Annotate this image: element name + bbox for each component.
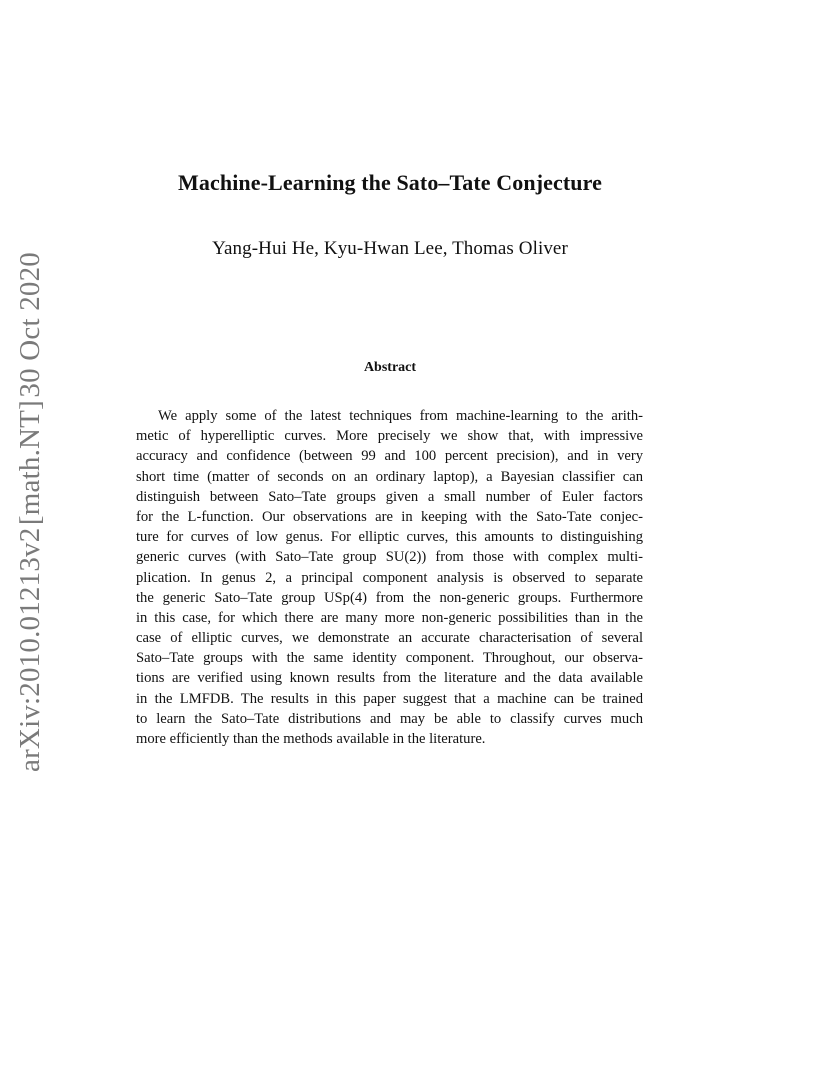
abstract-line: distinguish between Sato–Tate groups given a small number of Euler factors (136, 488, 643, 505)
abstract-line: in the LMFDB. The results in this paper suggest that a machine can be trained (136, 690, 643, 707)
abstract-line: tions are verified using known results from the literature and the data available (136, 670, 643, 687)
abstract-line: accuracy and confidence (between 99 and 100 percent precision), and in very (136, 448, 643, 465)
abstract-line: ture for curves of low genus. For elliptic curves, this amounts to distinguishing (136, 529, 643, 546)
arxiv-date: 30 Oct 2020 (13, 252, 46, 398)
abstract-line: plication. In genus 2, a principal component analysis is observed to separate (136, 569, 643, 586)
arxiv-stamp (10, 252, 50, 772)
abstract-body (136, 406, 643, 749)
abstract-line: more efficiently than the methods available in the literature. (136, 731, 486, 747)
abstract-line: We apply some of the latest techniques from machine-learning to the arith- (158, 408, 643, 424)
abstract-line: in this case, for which there are many more non-generic possibilities than in the (136, 609, 643, 626)
abstract-line: short time (matter of seconds on an ordinary laptop), a Bayesian classifier can (136, 468, 643, 485)
abstract-line: case of elliptic curves, we demonstrate an accurate characterisation of several (136, 630, 643, 647)
abstract-line: for the L-function. Our observations are in keeping with the Sato-Tate conjec- (136, 508, 643, 525)
paper-authors: Yang-Hui He, Kyu-Hwan Lee, Thomas Oliver (212, 238, 568, 259)
arxiv-category: [math.NT] (13, 400, 46, 526)
abstract-line: Sato–Tate groups with the same identity component. Throughout, our observa- (136, 650, 643, 667)
abstract-line: the generic Sato–Tate group USp(4) from the non-generic groups. Furthermore (136, 589, 643, 606)
abstract-line: generic curves (with Sato–Tate group SU(2)) from those with complex multi- (136, 549, 643, 566)
arxiv-id: arXiv:2010.01213v2 (13, 527, 46, 772)
abstract-line: to learn the Sato–Tate distributions and may be able to classify curves much (136, 710, 643, 727)
abstract-heading: Abstract (363, 360, 417, 375)
abstract-line: metic of hyperelliptic curves. More precisely we show that, with impressive (136, 428, 643, 445)
paper-title: Machine-Learning the Sato–Tate Conjecture (178, 170, 602, 195)
